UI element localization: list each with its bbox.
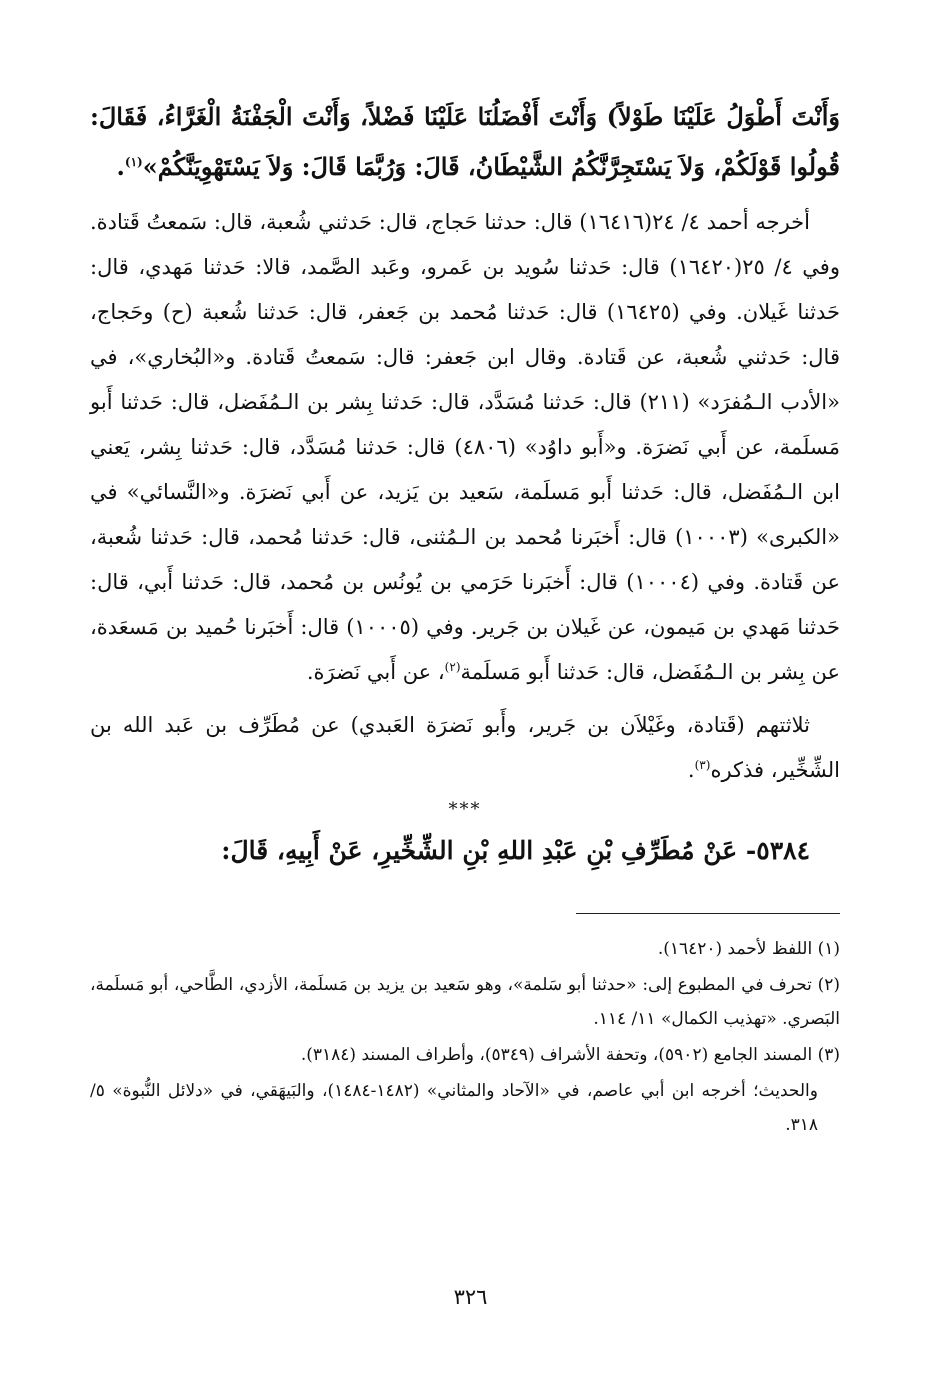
hadith-quote-end: . (116, 152, 125, 181)
page-number: ٣٢٦ (453, 1285, 488, 1309)
page-content (90, 92, 840, 1332)
takhrij-paragraph (90, 200, 840, 695)
footnote-divider (576, 913, 840, 914)
footnote-3: (٣) المسند الجامع (٥٩٠٢)، وتحفة الأشراف (٥٣٤٩)، وأطراف المسند (٣١٨٤). (300, 1045, 840, 1065)
isnad-summary-paragraph (90, 703, 840, 793)
footnote-3-continuation: والحديث؛ أخرجه ابن أبي عاصم، في «الآحاد والمثاني» (١٤٨٢-١٤٨٤)، والبَيهَقي، في «دلائل النُّبوة» ٥/ ٣١٨. (90, 1081, 818, 1135)
footnote-ref-2[interactable]: (٢) (444, 660, 461, 674)
hadith-heading: ٥٣٨٤- عَنْ مُطَرِّفِ بْنِ عَبْدِ اللهِ بْنِ الشِّخِّيرِ، عَنْ أَبِيهِ، قَالَ: (221, 836, 810, 865)
isnad-summary-text: ثلاثتهم (قَتادة، وغَيْلاَن بن جَرير، وأَبو نَضرَة العَبدي) عن مُطَرِّف بن عَبد الله بن الشِّخِّير، فذكره (90, 713, 840, 782)
footnotes-section (90, 932, 840, 1142)
takhrij-text: أخرجه أحمد ٤/ ٢٤(١٦٤١٦) قال: حدثنا حَجاج، قال: حَدثني شُعبة، قال: سَمعتُ قَتادة. وفي ٤/ ٢٥(١٦٤٢٠) قال: حَدثنا سُويد بن عَمرو، وعَبد الصَّمد، قالا: حَدثنا مَهدي، قال: حَدثنا غَيلان. وفي (١٦٤٢٥) قال: حَدثنا مُحمد بن جَعفر، قال: حَدثنا شُعبة (ح) وحَجاج، قال: حَدثني شُعبة، عن قَتادة. وقال ابن جَعفر: قال: سَمعتُ قَتادة. و«البُخاري»، في «الأدب الـمُفرَد» (٢١١) قال: حَدثنا مُسَدَّد، قال: حَدثنا بِشر بن الـمُفَضل، قال: حَدثنا أَبو مَسلَمة، عن أَبي نَضرَة. و«أَبو داوُد» (٤٨٠٦) قال: حَدثنا مُسَدَّد، قال: حَدثنا بِشر، يَعني ابن الـمُفَضل، قال: حَدثنا أَبو مَسلَمة، سَعيد بن يَزيد، عن أَبي نَضرَة. و«النَّسائي» في «الكبرى» (١٠٠٠٣) قال: أَخبَرنا مُحمد بن الـمُثنى، قال: حَدثنا مُحمد، قال: حَدثنا شُعبة، عن قَتادة. وفي (١٠٠٠٤) قال: أَخبَرنا حَرَمي بن يُونُس بن مُحمد، قال: حَدثنا أَبي، قال: حَدثنا مَهدي بن مَيمون، عن غَيلان بن جَرير. وفي (١٠٠٠٥) قال: أَخبَرنا حُميد بن مَسعَدة، عن بِشر بن الـمُفَضل، قال: حَدثنا أَبو مَسلَمة (90, 210, 840, 684)
section-separator: *** (448, 799, 482, 820)
footnote-2: (٢) تحرف في المطبوع إلى: «حدثنا أبو سَلمة»، وهو سَعيد بن يزيد بن مَسلَمة، الأزدي، الطَّاحي، أبو مَسلَمة، البَصري. «تهذيب الكمال» ١١/ ١١٤. (90, 975, 840, 1029)
takhrij-end: ، عن أَبي نَضرَة. (306, 660, 445, 684)
hadith-quote-text: وَأَنْتَ أَطْوَلُ عَلَيْنَا طَوْلاً) وَأَنْتَ أَفْضَلُنَا عَلَيْنَا فَضْلاً، وَأَنْتَ الْجَفْنَةُ الْغَرَّاءُ، فَقَالَ: قُولُوا قَوْلَكُمْ، وَلاَ يَسْتَجِرَّنَّكُمُ الشَّيْطَانُ، قَالَ: وَرُبَّمَا قَالَ: وَلاَ يَسْتَهْوِيَنَّكُمْ» (90, 102, 840, 181)
footnote-1: (١) اللفظ لأحمد (١٦٤٢٠). (657, 939, 840, 959)
footnote-ref-1[interactable]: (١) (124, 155, 143, 169)
isnad-summary-end: . (687, 758, 695, 782)
footnote-ref-3[interactable]: (٣) (694, 758, 711, 772)
hadith-text-continuation (90, 92, 840, 192)
